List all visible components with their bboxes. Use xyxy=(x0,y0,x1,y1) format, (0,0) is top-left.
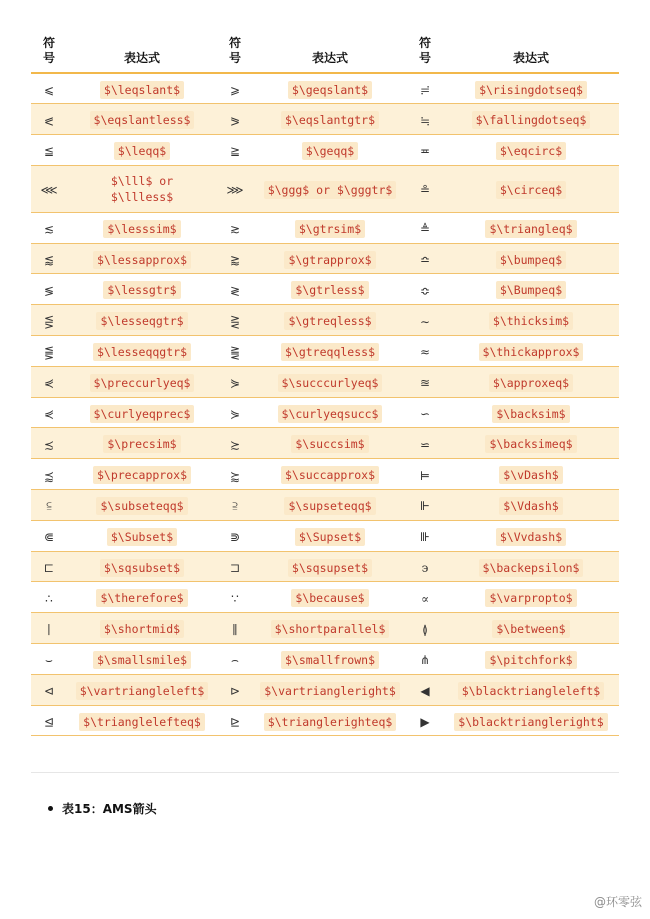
expression-code: $\gtrsim$ xyxy=(295,220,365,238)
expression-cell xyxy=(253,674,407,705)
expression-cell xyxy=(253,73,407,104)
symbol-cell xyxy=(217,73,253,104)
symbol-cell xyxy=(407,397,443,428)
symbol-glyph: ⋞ xyxy=(43,407,55,422)
symbol-cell xyxy=(407,243,443,274)
symbol-glyph: ⋘ xyxy=(40,183,58,198)
symbol-glyph: ≊ xyxy=(419,376,431,391)
symbol-cell xyxy=(407,490,443,521)
expression-cell xyxy=(67,212,217,243)
expression-cell xyxy=(253,644,407,675)
symbol-table xyxy=(31,36,619,736)
expression-cell xyxy=(67,104,217,135)
expression-code: $\precsim$ xyxy=(103,435,180,453)
symbol-glyph: ∽ xyxy=(419,407,431,422)
expression-code: $\succapprox$ xyxy=(281,466,379,484)
table-row xyxy=(31,243,619,274)
symbol-glyph: ⩾ xyxy=(229,83,241,98)
expression-cell xyxy=(443,582,619,613)
expression-cell xyxy=(443,73,619,104)
expression-cell xyxy=(443,428,619,459)
symbol-cell xyxy=(31,104,67,135)
symbol-cell xyxy=(31,336,67,367)
symbol-glyph: ≒ xyxy=(419,113,431,128)
expression-code: $\lesssim$ xyxy=(103,220,180,238)
expression-cell xyxy=(253,305,407,336)
expression-cell xyxy=(443,274,619,305)
expression-code: $\approxeq$ xyxy=(489,374,573,392)
symbol-cell xyxy=(217,705,253,736)
table-row xyxy=(31,705,619,736)
symbol-cell xyxy=(217,397,253,428)
expression-cell xyxy=(67,613,217,644)
expression-cell xyxy=(67,490,217,521)
expression-code: $\curlyeqsucc$ xyxy=(278,405,383,423)
expression-cell xyxy=(253,705,407,736)
expression-cell xyxy=(67,243,217,274)
header-row xyxy=(31,36,619,73)
expression-cell xyxy=(443,135,619,166)
symbol-glyph: ⊳ xyxy=(229,684,241,699)
expression-code: $\geqq$ xyxy=(302,142,358,160)
symbol-glyph: ⫆ xyxy=(232,499,238,514)
caption-bullet xyxy=(48,800,157,817)
expression-cell xyxy=(67,274,217,305)
symbol-cell xyxy=(31,674,67,705)
expression-cell xyxy=(253,366,407,397)
symbol-cell xyxy=(407,73,443,104)
symbol-cell xyxy=(31,274,67,305)
symbol-cell xyxy=(407,613,443,644)
symbol-glyph: ≶ xyxy=(43,283,55,298)
symbol-cell xyxy=(407,551,443,582)
expression-code: $\vartriangleright$ xyxy=(260,682,400,700)
symbol-glyph: ≓ xyxy=(419,83,431,98)
symbol-cell xyxy=(217,336,253,367)
expression-cell xyxy=(253,274,407,305)
table-row xyxy=(31,551,619,582)
expression-cell xyxy=(253,243,407,274)
expression-cell xyxy=(443,459,619,490)
symbol-glyph: ◀ xyxy=(420,684,430,699)
table-row xyxy=(31,165,619,212)
symbol-cell xyxy=(31,135,67,166)
expression-code: $\Vdash$ xyxy=(499,497,562,515)
expression-code: $\trianglerighteq$ xyxy=(264,713,397,731)
table-row xyxy=(31,73,619,104)
symbol-glyph: ∥ xyxy=(232,622,238,637)
symbol-cell xyxy=(31,366,67,397)
expression-code: $\Bumpeq$ xyxy=(496,281,566,299)
expression-code: $\lessgtr$ xyxy=(103,281,180,299)
expression-code: $\ggg$ or $\gggtr$ xyxy=(264,181,397,199)
expression-cell xyxy=(253,165,407,212)
symbol-glyph: ∼ xyxy=(419,314,431,329)
symbol-cell xyxy=(31,613,67,644)
expression-code: $\Supset$ xyxy=(295,528,365,546)
symbol-glyph: ⪅ xyxy=(43,253,55,268)
symbol-glyph: ⋐ xyxy=(43,530,55,545)
expression-code: $\vartriangleleft$ xyxy=(76,682,209,700)
expression-cell xyxy=(67,366,217,397)
symbol-cell xyxy=(407,135,443,166)
expression-cell xyxy=(443,520,619,551)
symbol-glyph: ∣ xyxy=(47,622,51,637)
expression-cell xyxy=(253,551,407,582)
expression-code: $\triangleq$ xyxy=(485,220,576,238)
expression-cell xyxy=(443,613,619,644)
expression-cell xyxy=(67,644,217,675)
expression-cell xyxy=(67,459,217,490)
symbol-glyph: ≏ xyxy=(419,253,431,268)
expression-code: $\preccurlyeq$ xyxy=(90,374,195,392)
expression-code: $\subseteqq$ xyxy=(96,497,187,515)
symbol-cell xyxy=(31,305,67,336)
expression-cell xyxy=(443,366,619,397)
expression-code: $\shortparallel$ xyxy=(271,620,390,638)
symbol-glyph: ⪆ xyxy=(229,253,241,268)
symbol-glyph: ⋍ xyxy=(419,437,431,452)
table-row xyxy=(31,135,619,166)
symbol-glyph: ⪖ xyxy=(229,113,241,128)
symbol-glyph: ≎ xyxy=(419,283,431,298)
symbol-glyph: ⊲ xyxy=(43,684,55,699)
symbol-glyph: ≷ xyxy=(229,283,241,298)
expression-code: $\backepsilon$ xyxy=(479,559,584,577)
symbol-cell xyxy=(217,104,253,135)
expression-code: $\Subset$ xyxy=(107,528,177,546)
symbol-glyph: ⋛ xyxy=(229,314,241,329)
expression-code: $\shortmid$ xyxy=(100,620,184,638)
expression-code: $\backsimeq$ xyxy=(485,435,576,453)
table-row xyxy=(31,305,619,336)
expression-cell xyxy=(67,551,217,582)
table-row xyxy=(31,613,619,644)
symbol-cell xyxy=(217,212,253,243)
symbol-cell xyxy=(407,336,443,367)
symbol-glyph: ⊴ xyxy=(43,715,55,730)
expression-code: $\sqsupset$ xyxy=(288,559,372,577)
symbol-glyph: ⋟ xyxy=(229,407,241,422)
expression-code: $\varpropto$ xyxy=(485,589,576,607)
header-symbol-2: 符 号 xyxy=(217,36,253,73)
expression-code: $\smallfrown$ xyxy=(281,651,379,669)
symbol-cell xyxy=(31,165,67,212)
symbol-cell xyxy=(407,165,443,212)
symbol-glyph: ≲ xyxy=(43,222,55,237)
symbol-cell xyxy=(31,644,67,675)
expression-cell xyxy=(253,520,407,551)
symbol-glyph: ▶ xyxy=(420,715,430,730)
symbol-cell xyxy=(407,459,443,490)
header-expression-3: 表达式 xyxy=(443,36,619,73)
expression-cell xyxy=(443,305,619,336)
expression-cell xyxy=(443,705,619,736)
symbol-cell xyxy=(407,305,443,336)
symbol-cell xyxy=(407,104,443,135)
expression-code: $\gtrless$ xyxy=(291,281,368,299)
table-row xyxy=(31,274,619,305)
expression-cell xyxy=(443,104,619,135)
expression-cell xyxy=(443,165,619,212)
symbol-cell xyxy=(31,428,67,459)
expression-code: $\blacktriangleright$ xyxy=(454,713,607,731)
expression-code: $\precapprox$ xyxy=(93,466,191,484)
expression-code: $\eqslantless$ xyxy=(90,111,195,129)
expression-cell xyxy=(443,551,619,582)
symbol-glyph: ⊨ xyxy=(419,468,431,483)
header-expression-1: 表达式 xyxy=(67,36,217,73)
expression-code: $\vDash$ xyxy=(499,466,562,484)
symbol-cell xyxy=(407,212,443,243)
expression-cell xyxy=(443,397,619,428)
symbol-cell xyxy=(217,165,253,212)
table-row xyxy=(31,520,619,551)
expression-cell xyxy=(253,397,407,428)
expression-code: $\gtreqless$ xyxy=(284,312,375,330)
symbol-glyph: ∴ xyxy=(45,591,53,606)
expression-code: $\gtrapprox$ xyxy=(284,251,375,269)
symbol-cell xyxy=(31,520,67,551)
symbol-glyph: ≈ xyxy=(419,345,431,360)
symbol-cell xyxy=(31,73,67,104)
expression-cell xyxy=(67,520,217,551)
expression-cell xyxy=(253,104,407,135)
expression-code: $\trianglelefteq$ xyxy=(79,713,205,731)
expression-code: $\pitchfork$ xyxy=(485,651,576,669)
expression-code: $\backsim$ xyxy=(492,405,569,423)
expression-cell xyxy=(253,459,407,490)
expression-code: $\lesseqqgtr$ xyxy=(93,343,191,361)
expression-code: $\Vvdash$ xyxy=(496,528,566,546)
expression-code: $\circeq$ xyxy=(496,181,566,199)
expression-cell xyxy=(253,428,407,459)
expression-cell xyxy=(443,212,619,243)
symbol-cell xyxy=(407,274,443,305)
symbol-glyph: ⊐ xyxy=(229,561,241,576)
table-row xyxy=(31,212,619,243)
expression-cell xyxy=(67,336,217,367)
symbol-cell xyxy=(217,305,253,336)
symbol-cell xyxy=(217,459,253,490)
symbol-cell xyxy=(217,135,253,166)
table-row xyxy=(31,490,619,521)
symbol-cell xyxy=(217,243,253,274)
symbol-cell xyxy=(31,243,67,274)
symbol-glyph: ≜ xyxy=(419,222,431,237)
expression-code: $\therefore$ xyxy=(96,589,187,607)
bullet-icon xyxy=(48,806,53,811)
table-row xyxy=(31,428,619,459)
expression-code: $\thickapprox$ xyxy=(479,343,584,361)
symbol-glyph: ≿ xyxy=(229,437,241,452)
symbol-cell xyxy=(407,705,443,736)
symbol-glyph: ⋔ xyxy=(419,653,431,668)
symbol-cell xyxy=(217,613,253,644)
expression-cell xyxy=(67,674,217,705)
expression-code: $\lesseqgtr$ xyxy=(96,312,187,330)
symbol-glyph: ∝ xyxy=(420,591,430,606)
symbol-glyph: ⪸ xyxy=(229,468,241,483)
expression-cell xyxy=(443,644,619,675)
symbol-cell xyxy=(217,366,253,397)
symbol-cell xyxy=(31,705,67,736)
symbol-glyph: ⌣ xyxy=(45,653,53,668)
table-row xyxy=(31,582,619,613)
caption-text: 表15：AMS箭头 xyxy=(62,802,157,816)
expression-code: $\leqq$ xyxy=(114,142,170,160)
symbol-cell xyxy=(217,490,253,521)
expression-cell xyxy=(443,490,619,521)
expression-code: $\lessapprox$ xyxy=(93,251,191,269)
table-row xyxy=(31,104,619,135)
symbol-glyph: ⊏ xyxy=(43,561,55,576)
symbol-cell xyxy=(31,551,67,582)
symbol-glyph: ⋑ xyxy=(229,530,241,545)
symbol-glyph: ≳ xyxy=(229,222,241,237)
symbol-cell xyxy=(217,551,253,582)
divider xyxy=(31,772,619,773)
expression-code: $\bumpeq$ xyxy=(496,251,566,269)
symbol-glyph: ⊩ xyxy=(419,499,431,514)
symbol-glyph: ≗ xyxy=(419,183,431,198)
symbol-glyph: ≾ xyxy=(43,437,55,452)
expression-code: $\blacktriangleleft$ xyxy=(458,682,604,700)
symbol-glyph: ⪋ xyxy=(43,345,55,360)
symbol-glyph: ≦ xyxy=(43,144,55,159)
table-row xyxy=(31,459,619,490)
expression-cell xyxy=(67,705,217,736)
expression-cell xyxy=(67,165,217,212)
expression-cell xyxy=(443,674,619,705)
expression-code: $\succcurlyeq$ xyxy=(278,374,383,392)
table-row xyxy=(31,397,619,428)
expression-cell xyxy=(253,212,407,243)
expression-cell xyxy=(67,73,217,104)
symbol-cell xyxy=(217,428,253,459)
symbol-glyph: ≖ xyxy=(419,144,431,159)
symbol-glyph: ∵ xyxy=(231,591,239,606)
expression-code: $\eqslantgtr$ xyxy=(281,111,379,129)
table-row xyxy=(31,674,619,705)
symbol-glyph: ϶ xyxy=(421,561,429,576)
expression-cell xyxy=(67,428,217,459)
watermark: @环零弦 xyxy=(593,895,642,909)
expression-code: $\supseteqq$ xyxy=(284,497,375,515)
symbol-cell xyxy=(407,366,443,397)
expression-code: $\thicksim$ xyxy=(489,312,573,330)
expression-cell xyxy=(253,135,407,166)
table-row xyxy=(31,644,619,675)
symbol-cell xyxy=(217,674,253,705)
symbol-cell xyxy=(31,212,67,243)
expression-code: $\geqslant$ xyxy=(288,81,372,99)
expression-code: $\risingdotseq$ xyxy=(475,81,587,99)
symbol-cell xyxy=(217,582,253,613)
table-row xyxy=(31,366,619,397)
symbol-cell xyxy=(31,582,67,613)
expression-code: $\lll$ or $\llless$ xyxy=(110,173,174,204)
symbol-glyph: ⋚ xyxy=(43,314,55,329)
symbol-glyph: ⋞ xyxy=(43,376,55,391)
symbol-glyph: ⪕ xyxy=(43,113,55,128)
symbol-glyph: ⌢ xyxy=(231,653,239,668)
expression-cell xyxy=(443,243,619,274)
symbol-cell xyxy=(407,582,443,613)
expression-code: $\because$ xyxy=(291,589,368,607)
header-symbol-1: 符 号 xyxy=(31,36,67,73)
symbol-glyph: ⊪ xyxy=(419,530,431,545)
expression-cell xyxy=(253,490,407,521)
header-expression-2: 表达式 xyxy=(253,36,407,73)
table-row xyxy=(31,336,619,367)
expression-code: $\fallingdotseq$ xyxy=(472,111,591,129)
expression-code: $\smallsmile$ xyxy=(93,651,191,669)
expression-code: $\succsim$ xyxy=(291,435,368,453)
header-symbol-3: 符 号 xyxy=(407,36,443,73)
symbol-glyph: ⪌ xyxy=(229,345,241,360)
expression-cell xyxy=(253,613,407,644)
expression-code: $\gtreqqless$ xyxy=(281,343,379,361)
symbol-glyph: ⫅ xyxy=(46,499,52,514)
symbol-glyph: ⪷ xyxy=(43,468,55,483)
expression-code: $\curlyeqprec$ xyxy=(90,405,195,423)
expression-code: $\eqcirc$ xyxy=(496,142,566,160)
symbol-cell xyxy=(31,490,67,521)
symbol-cell xyxy=(31,397,67,428)
expression-code: $\sqsubset$ xyxy=(100,559,184,577)
expression-cell xyxy=(67,397,217,428)
symbol-cell xyxy=(217,520,253,551)
symbol-glyph: ⋟ xyxy=(229,376,241,391)
expression-code: $\between$ xyxy=(492,620,569,638)
symbol-cell xyxy=(407,428,443,459)
expression-cell xyxy=(253,336,407,367)
symbol-cell xyxy=(217,644,253,675)
symbol-cell xyxy=(407,674,443,705)
symbol-glyph: ≧ xyxy=(229,144,241,159)
symbol-cell xyxy=(31,459,67,490)
symbol-glyph: ≬ xyxy=(422,622,428,637)
expression-cell xyxy=(443,336,619,367)
expression-code: $\leqslant$ xyxy=(100,81,184,99)
symbol-glyph: ⩽ xyxy=(43,83,55,98)
expression-cell xyxy=(67,582,217,613)
symbol-glyph: ⋙ xyxy=(226,183,244,198)
symbol-cell xyxy=(217,274,253,305)
expression-cell xyxy=(253,582,407,613)
symbol-cell xyxy=(407,644,443,675)
symbol-glyph: ⊵ xyxy=(229,715,241,730)
expression-cell xyxy=(67,305,217,336)
expression-cell xyxy=(67,135,217,166)
symbol-cell xyxy=(407,520,443,551)
